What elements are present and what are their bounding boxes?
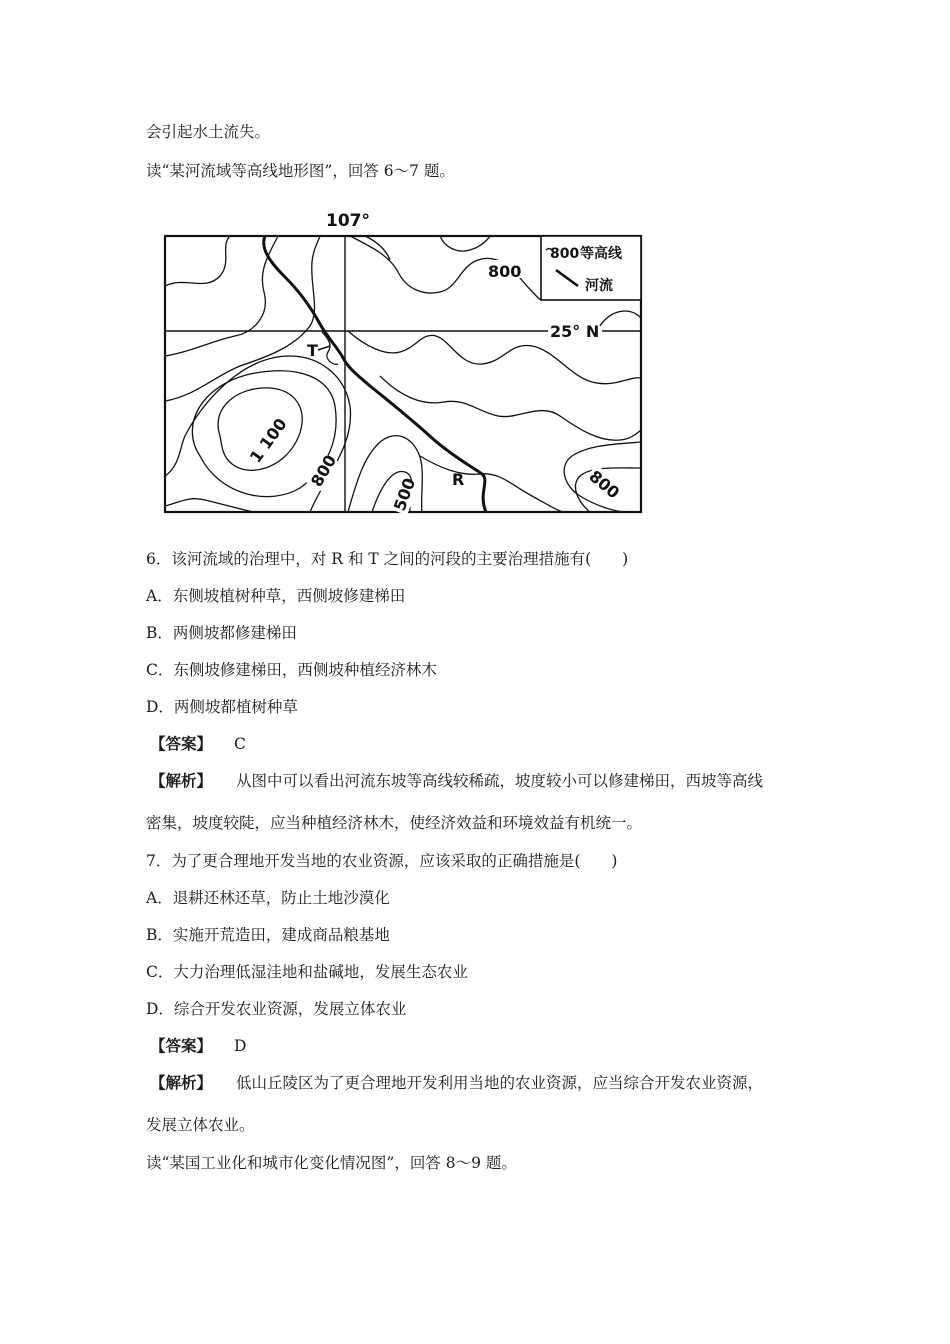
question-6-option-c: C．东侧坡修建梯田，西侧坡种植经济林木: [146, 661, 437, 679]
contour-label-800-east: 800: [585, 466, 624, 503]
map-intro-text: 读“某河流域等高线地形图”，回答 6～7 题。: [146, 162, 455, 180]
point-t-label: T: [307, 341, 318, 360]
question-7-option-a: A．退耕还林还草，防止土地沙漠化: [146, 889, 390, 907]
legend-river-label: 河流: [585, 278, 613, 294]
question-7-analysis-line2: 发展立体农业。: [146, 1116, 255, 1134]
answer-value: D: [234, 1037, 247, 1055]
contour-label-1100: 1 100: [245, 414, 291, 467]
question-6-option-b: B．两侧坡都修建梯田: [146, 624, 297, 642]
question-6-answer: [150, 734, 246, 754]
question-6-option-d: D．两侧坡都植树种草: [146, 698, 298, 716]
longitude-label: 107°: [326, 211, 370, 231]
answer-tag: 【答案】: [150, 734, 213, 753]
question-6-analysis-line2: 密集，坡度较陡，应当种植经济林木，使经济效益和环境效益有机统一。: [146, 814, 643, 832]
question-6-analysis-line1: 【解析】 从图中可以看出河流东坡等高线较稀疏，坡度较小可以修建梯田，西坡等高线: [150, 771, 764, 790]
question-6-option-a: A．东侧坡植树种草，西侧坡修建梯田: [146, 587, 406, 605]
question-6-stem: 6．该河流域的治理中，对 R 和 T 之间的河段的主要治理措施有( ): [146, 550, 629, 568]
contour-map: [160, 206, 644, 516]
analysis-tag: 【解析】: [150, 1073, 213, 1092]
latitude-label: 25° N: [550, 322, 600, 341]
contour-label-800-north: 800: [488, 262, 522, 281]
question-7-stem: 7．为了更合理地开发当地的农业资源，应该采取的正确措施是( ): [146, 852, 618, 870]
question-7-option-b: B．实施开荒造田，建成商品粮基地: [146, 926, 390, 944]
question-7-analysis-line1: 【解析】 低山丘陵区为了更合理地开发利用当地的农业资源，应当综合开发农业资源，: [150, 1073, 764, 1092]
answer-tag: 【答案】: [150, 1036, 213, 1055]
question-7-answer: [150, 1036, 246, 1056]
contour-label-800-west: 800: [307, 451, 341, 490]
contour-label-500: 500: [389, 475, 420, 514]
answer-value: C: [234, 735, 246, 753]
question-7-option-d: D．综合开发农业资源，发展立体农业: [146, 1000, 407, 1018]
contours-west: [165, 236, 422, 512]
intro-tail-text: 会引起水土流失。: [146, 123, 271, 141]
legend-contour-value: 800: [550, 246, 580, 262]
analysis-tag: 【解析】: [150, 771, 213, 790]
point-r-label: R: [452, 470, 465, 489]
next-map-intro-text: 读“某国工业化和城市化变化情况图”，回答 8～9 题。: [146, 1154, 517, 1172]
question-7-option-c: C．大力治理低湿洼地和盐碱地，发展生态农业: [146, 963, 468, 981]
legend-contour-label: 等高线: [580, 246, 622, 262]
